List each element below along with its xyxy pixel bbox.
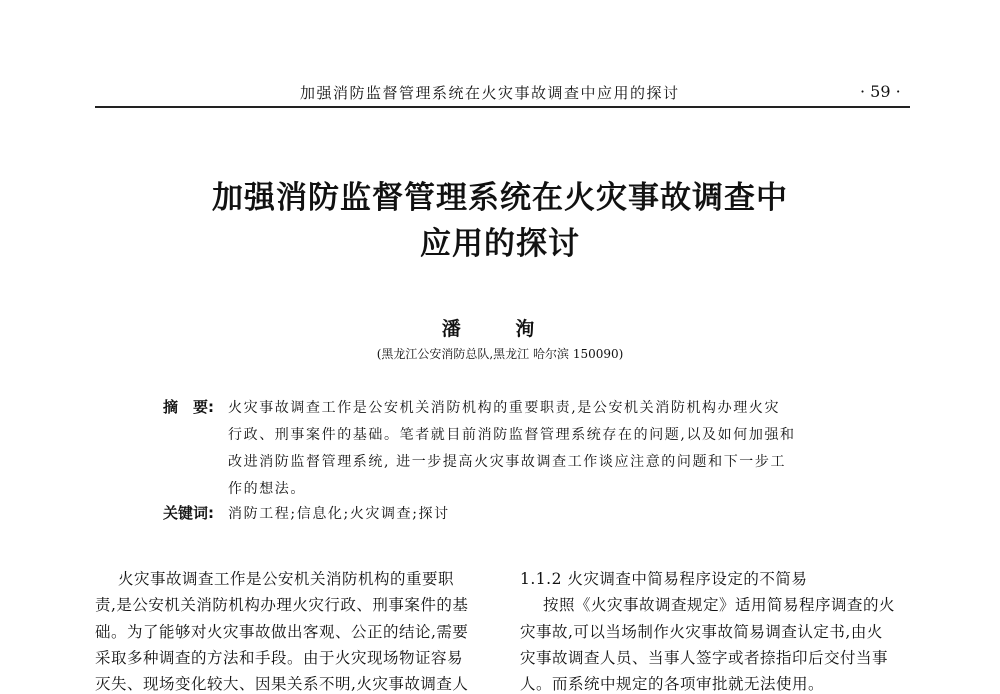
section-heading: 1.1.2 火灾调查中简易程序设定的不简易 <box>520 570 808 588</box>
title-line-1: 加强消防监督管理系统在火灾事故调查中 <box>212 180 788 216</box>
running-header: 加强消防监督管理系统在火灾事故调查中应用的探讨 <box>300 84 680 102</box>
body-line: 灾事故调查人员、当事人签字或者捺指印后交付当事 <box>520 649 889 667</box>
keywords-value: 消防工程;信息化;火灾调查;探讨 <box>228 506 450 522</box>
abstract-line: 火灾事故调查工作是公安机关消防机构的重要职责,是公安机关消防机构办理火灾 <box>228 400 781 416</box>
body-line: 采取多种调查的方法和手段。由于火灾现场物证容易 <box>95 649 464 667</box>
body-line: 础。为了能够对火灾事故做出客观、公正的结论,需要 <box>95 623 469 641</box>
body-line: 按照《火灾事故调查规定》适用简易程序调查的火 <box>543 596 896 614</box>
title-line-2: 应用的探讨 <box>420 226 580 262</box>
author: 潘 洵 <box>441 318 559 340</box>
abstract-line: 作的想法。 <box>228 481 306 497</box>
body-line: 人。而系统中规定的各项审批就无法使用。 <box>520 675 825 693</box>
abstract-line: 行政、刑事案件的基础。笔者就目前消防监督管理系统存在的问题,以及如何加强和 <box>228 427 796 443</box>
keywords-label: 关键词: <box>163 504 214 522</box>
body-line: 灾事故,可以当场制作火灾事故简易调查认定书,由火 <box>520 623 883 641</box>
abstract-line: 改进消防监督管理系统, 进一步提高火灾事故调查工作谈应注意的问题和下一步工 <box>228 454 787 470</box>
body-line: 灭失、现场变化较大、因果关系不明,火灾事故调查人 <box>95 675 469 693</box>
header-rule <box>95 106 910 108</box>
body-line: 责,是公安机关消防机构办理火灾行政、刑事案件的基 <box>95 596 469 614</box>
abstract-label: 摘 要: <box>163 398 214 416</box>
page-number: · 59 · <box>860 82 901 101</box>
body-line: 火灾事故调查工作是公安机关消防机构的重要职 <box>118 570 455 588</box>
affiliation: (黑龙江公安消防总队,黑龙江 哈尔滨 150090) <box>376 347 624 361</box>
